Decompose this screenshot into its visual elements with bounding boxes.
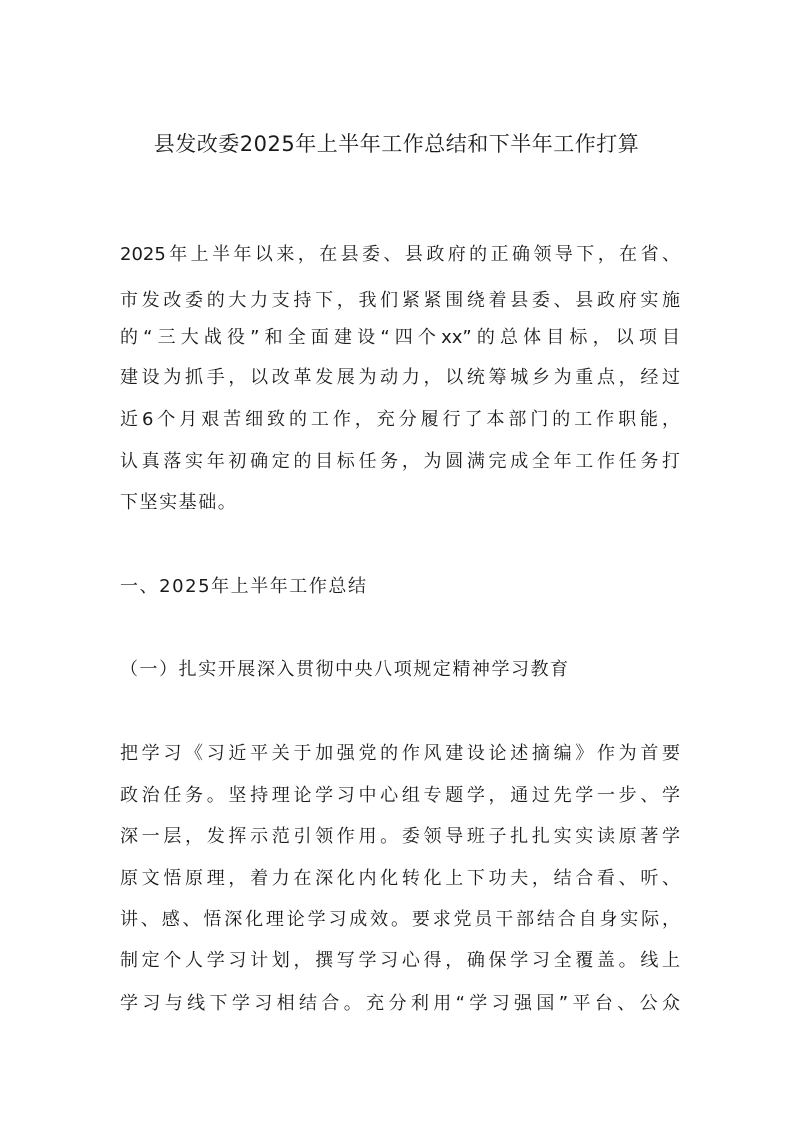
section-heading: 一、2025年上半年工作总结 [120, 576, 368, 597]
intro-line-4: 建设为抓手，以改革发展为动力，以统筹城乡为重点，经过 [120, 367, 680, 388]
intro-line-3: 的“三大战役”和全面建设“四个xx”的总体目标，以项目 [120, 327, 680, 348]
body-line-5: 讲、感、悟深化理论学习成效。要求党员干部结合自身实际， [120, 909, 680, 930]
body-line-1: 把学习《习近平关于加强党的作风建设论述摘编》作为首要 [120, 743, 680, 764]
body-line-6: 制定个人学习计划，撰写学习心得，确保学习全覆盖。线上 [120, 950, 680, 971]
intro-line-5: 近6个月艰苦细致的工作，充分履行了本部门的工作职能， [120, 409, 680, 430]
body-line-3: 深一层，发挥示范引领作用。委领导班子扎扎实实读原著学 [120, 826, 680, 847]
intro-line-7: 下坚实基础。 [120, 492, 238, 513]
document-title: 县发改委2025年上半年工作总结和下半年工作打算 [153, 132, 640, 156]
body-line-2: 政治任务。坚持理论学习中心组专题学，通过先学一步、学 [120, 785, 680, 806]
intro-line-1: 2025年上半年以来，在县委、县政府的正确领导下，在省、 [120, 244, 680, 265]
intro-line-6: 认真落实年初确定的目标任务，为圆满完成全年工作任务打 [120, 451, 680, 472]
body-line-4: 原文悟原理，着力在深化内化转化上下功夫，结合看、听、 [120, 868, 680, 889]
subsection-heading: （一）扎实开展深入贯彻中央八项规定精神学习教育 [120, 659, 570, 680]
body-line-7: 学习与线下学习相结合。充分利用“学习强国”平台、公众 [120, 993, 680, 1014]
intro-line-2: 市发改委的大力支持下，我们紧紧围绕着县委、县政府实施 [120, 290, 680, 311]
